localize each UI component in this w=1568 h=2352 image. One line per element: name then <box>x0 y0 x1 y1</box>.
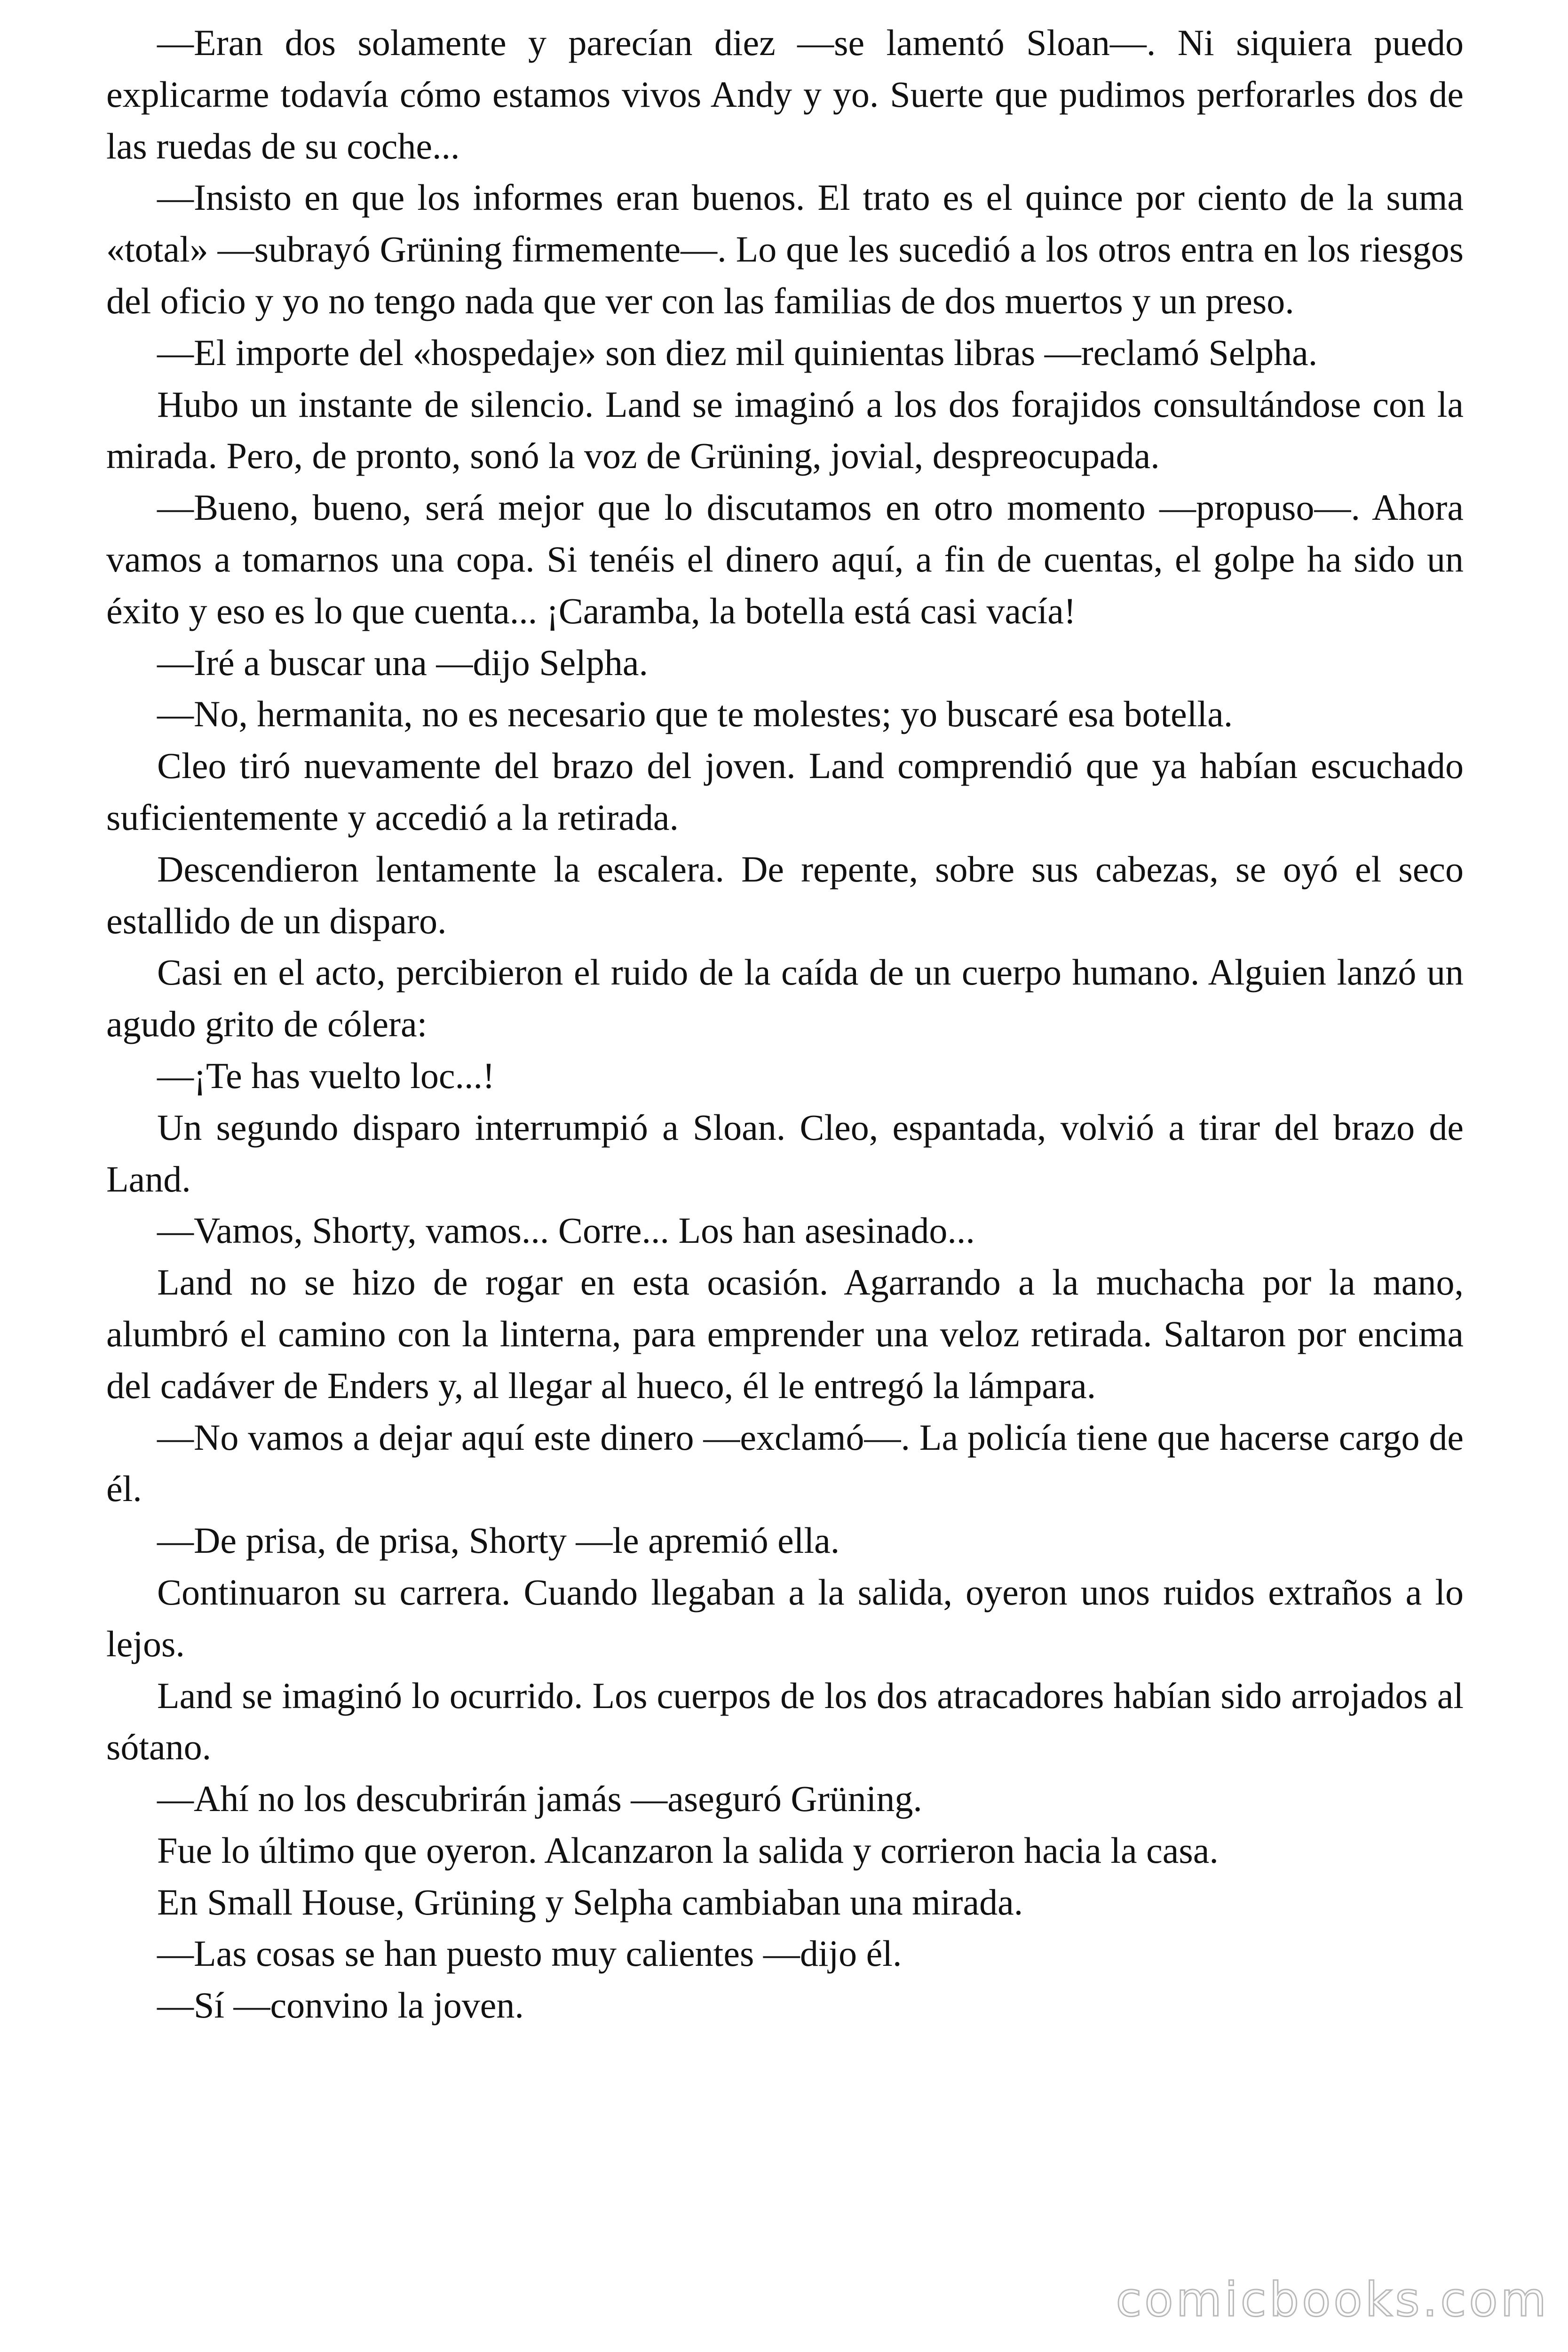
paragraph: Land se imaginó lo ocurrido. Los cuerpos de los dos atracadores habían sido arrojados al sótano. <box>106 1675 1464 1768</box>
paragraph: —De prisa, de prisa, Shorty —le apremió ella. <box>157 1520 840 1561</box>
paragraph: Land no se hizo de rogar en esta ocasión. Agarrando a la muchacha por la mano, alumbró el camino con la linterna, para emprender una veloz retirada. Saltaron por encima del cadáver de Enders y, al llegar al hueco, él le entregó la lámpara. <box>106 1262 1464 1406</box>
paragraph: Continuaron su carrera. Cuando llegaban a la salida, oyeron unos ruidos extraños a lo lejos. <box>106 1571 1464 1664</box>
paragraph: Casi en el acto, percibieron el ruido de la caída de un cuerpo humano. Alguien lanzó un agudo grito de cólera: <box>106 952 1464 1045</box>
paragraph: —No, hermanita, no es necesario que te molestes; yo buscaré esa botella. <box>157 693 1233 735</box>
paragraph: —¡Te has vuelto loc...! <box>157 1055 495 1096</box>
paragraph: En Small House, Grüning y Selpha cambiaban una mirada. <box>157 1881 1023 1923</box>
paragraph: —Insisto en que los informes eran buenos. El trato es el quince por ciento de la suma «total» —subrayó Grüning firmemente—. Lo que les sucedió a los otros entra en los riesgos del oficio y yo no tengo nada que ver con las familias de dos muertos y un preso. <box>106 177 1464 321</box>
paragraph: —Iré a buscar una —dijo Selpha. <box>157 642 649 683</box>
paragraph: —Sí —convino la joven. <box>157 1985 524 2026</box>
paragraph: —Las cosas se han puesto muy calientes —dijo él. <box>157 1933 902 1974</box>
paragraph: Cleo tiró nuevamente del brazo del joven. Land comprendió que ya habían escuchado suficientemente y accedió a la retirada. <box>106 745 1464 838</box>
paragraph: Un segundo disparo interrumpió a Sloan. Cleo, espantada, volvió a tirar del brazo de Land. <box>106 1106 1464 1200</box>
paragraph: —Vamos, Shorty, vamos... Corre... Los han asesinado... <box>157 1210 975 1251</box>
paragraph: —No vamos a dejar aquí este dinero —exclamó—. La policía tiene que hacerse cargo de él. <box>106 1416 1464 1510</box>
paragraph: —Ahí no los descubrirán jamás —aseguró Grüning. <box>157 1778 922 1820</box>
paragraph: Hubo un instante de silencio. Land se imaginó a los dos forajidos consultándose con la mirada. Pero, de pronto, sonó la voz de Grüning, jovial, despreocupada. <box>106 383 1464 477</box>
paragraph: —El importe del «hospedaje» son diez mil quinientas libras —reclamó Selpha. <box>157 332 1318 373</box>
book-page-text <box>106 17 1464 2031</box>
paragraph: Descendieron lentamente la escalera. De repente, sobre sus cabezas, se oyó el seco estallido de un disparo. <box>106 848 1464 941</box>
paragraph: Fue lo último que oyeron. Alcanzaron la salida y corrieron hacia la casa. <box>157 1829 1219 1871</box>
watermark-logo: comicbooks.com <box>1116 2272 1549 2327</box>
paragraph: —Bueno, bueno, será mejor que lo discutamos en otro momento —propuso—. Ahora vamos a tomarnos una copa. Si tenéis el dinero aquí, a fin de cuentas, el golpe ha sido un éxito y eso es lo que cuenta... ¡Caramba, la botella está casi vacía! <box>106 487 1464 631</box>
paragraph: —Eran dos solamente y parecían diez —se lamentó Sloan—. Ni siquiera puedo explicarme todavía cómo estamos vivos Andy y yo. Suerte que pudimos perforarles dos de las ruedas de su coche... <box>106 22 1464 167</box>
